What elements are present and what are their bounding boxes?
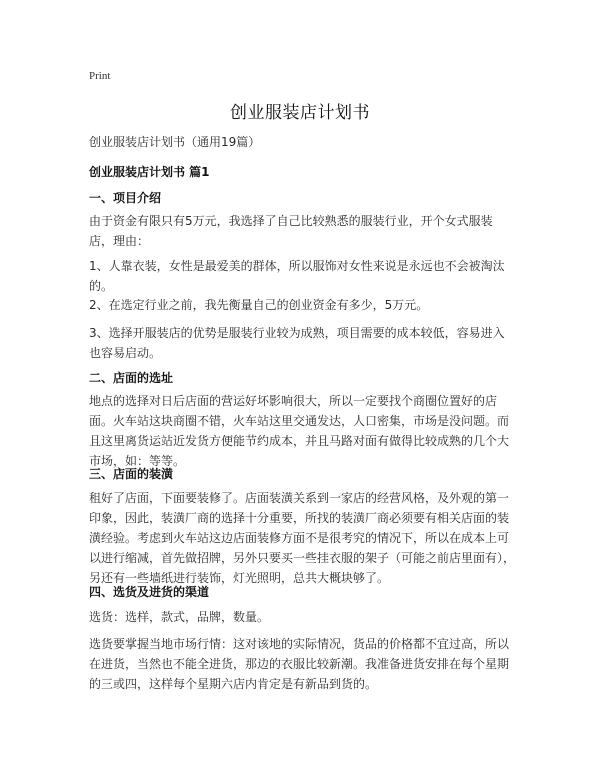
section-2-paragraph-1: 地点的选择对日后店面的营运好坏影响很大，所以一定要找个商圈位置好的店面。火车站这块商圈不错，火车站这里交通发达，人口密集，市场是没问题。而且这里离货运站近发货方便能节约成本，并且马路对面有做得比较成熟的几个大市场，如：等等。 bbox=[89, 394, 510, 468]
section-1-paragraph-4: 3、选择开服装店的优势是服装行业较为成熟，项目需要的成本较低，容易进入也容易启动。 bbox=[89, 326, 505, 360]
part-title: 创业服装店计划书 篇1 bbox=[89, 165, 210, 179]
page-title: 创业服装店计划书 bbox=[230, 103, 370, 123]
section-1-paragraph-1: 由于资金有限只有5万元，我选择了自己比较熟悉的服装行业，开个女式服装店，理由： bbox=[89, 214, 493, 248]
section-4-paragraph-2: 选货要掌握当地市场行情：这对该地的实际情况，货品的价格都不宜过高，所以在进货，当然也不能全进货，那边的衣服比较新潮。我准备进货安排在每个星期的三或四，这样每个星期六店内肯定是有新品到货的。 bbox=[89, 637, 510, 691]
print-label[interactable]: Print bbox=[89, 70, 111, 82]
section-1-heading: 一、项目介绍 bbox=[89, 191, 162, 205]
doc-subtitle: 创业服装店计划书（通用19篇） bbox=[89, 135, 261, 149]
section-1-paragraph-2: 1、人靠衣装，女性是最爱美的群体，所以服饰对女性来说是永远也不会被淘汰的。 bbox=[89, 259, 505, 293]
section-1-paragraph-3: 2、在选定行业之前，我先衡量自己的创业资金有多少，5万元。 bbox=[89, 298, 429, 312]
section-3-heading: 三、店面的装潢 bbox=[89, 467, 174, 481]
section-2-heading: 二、店面的选址 bbox=[89, 371, 174, 385]
section-4-paragraph-1: 选货：选样，款式，品牌，数量。 bbox=[89, 610, 270, 624]
section-3-paragraph-1: 租好了店面，下面要装修了。店面装潢关系到一家店的经营风格，及外观的第一印象，因此，装潢厂商的选择十分重要，所找的装潢厂商必须要有相关店面的装潢经验。考虑到火车站这边店面装修方面不是很考究的情况下，所以在成本上可以进行缩减，首先做招牌，另外只要买一些挂衣服的架子（可能之前店里面有），另还有一些墙纸进行装饰，灯光照明，总共大概块够了。 bbox=[89, 491, 516, 585]
section-4-heading: 四、选货及进货的渠道 bbox=[89, 585, 210, 599]
